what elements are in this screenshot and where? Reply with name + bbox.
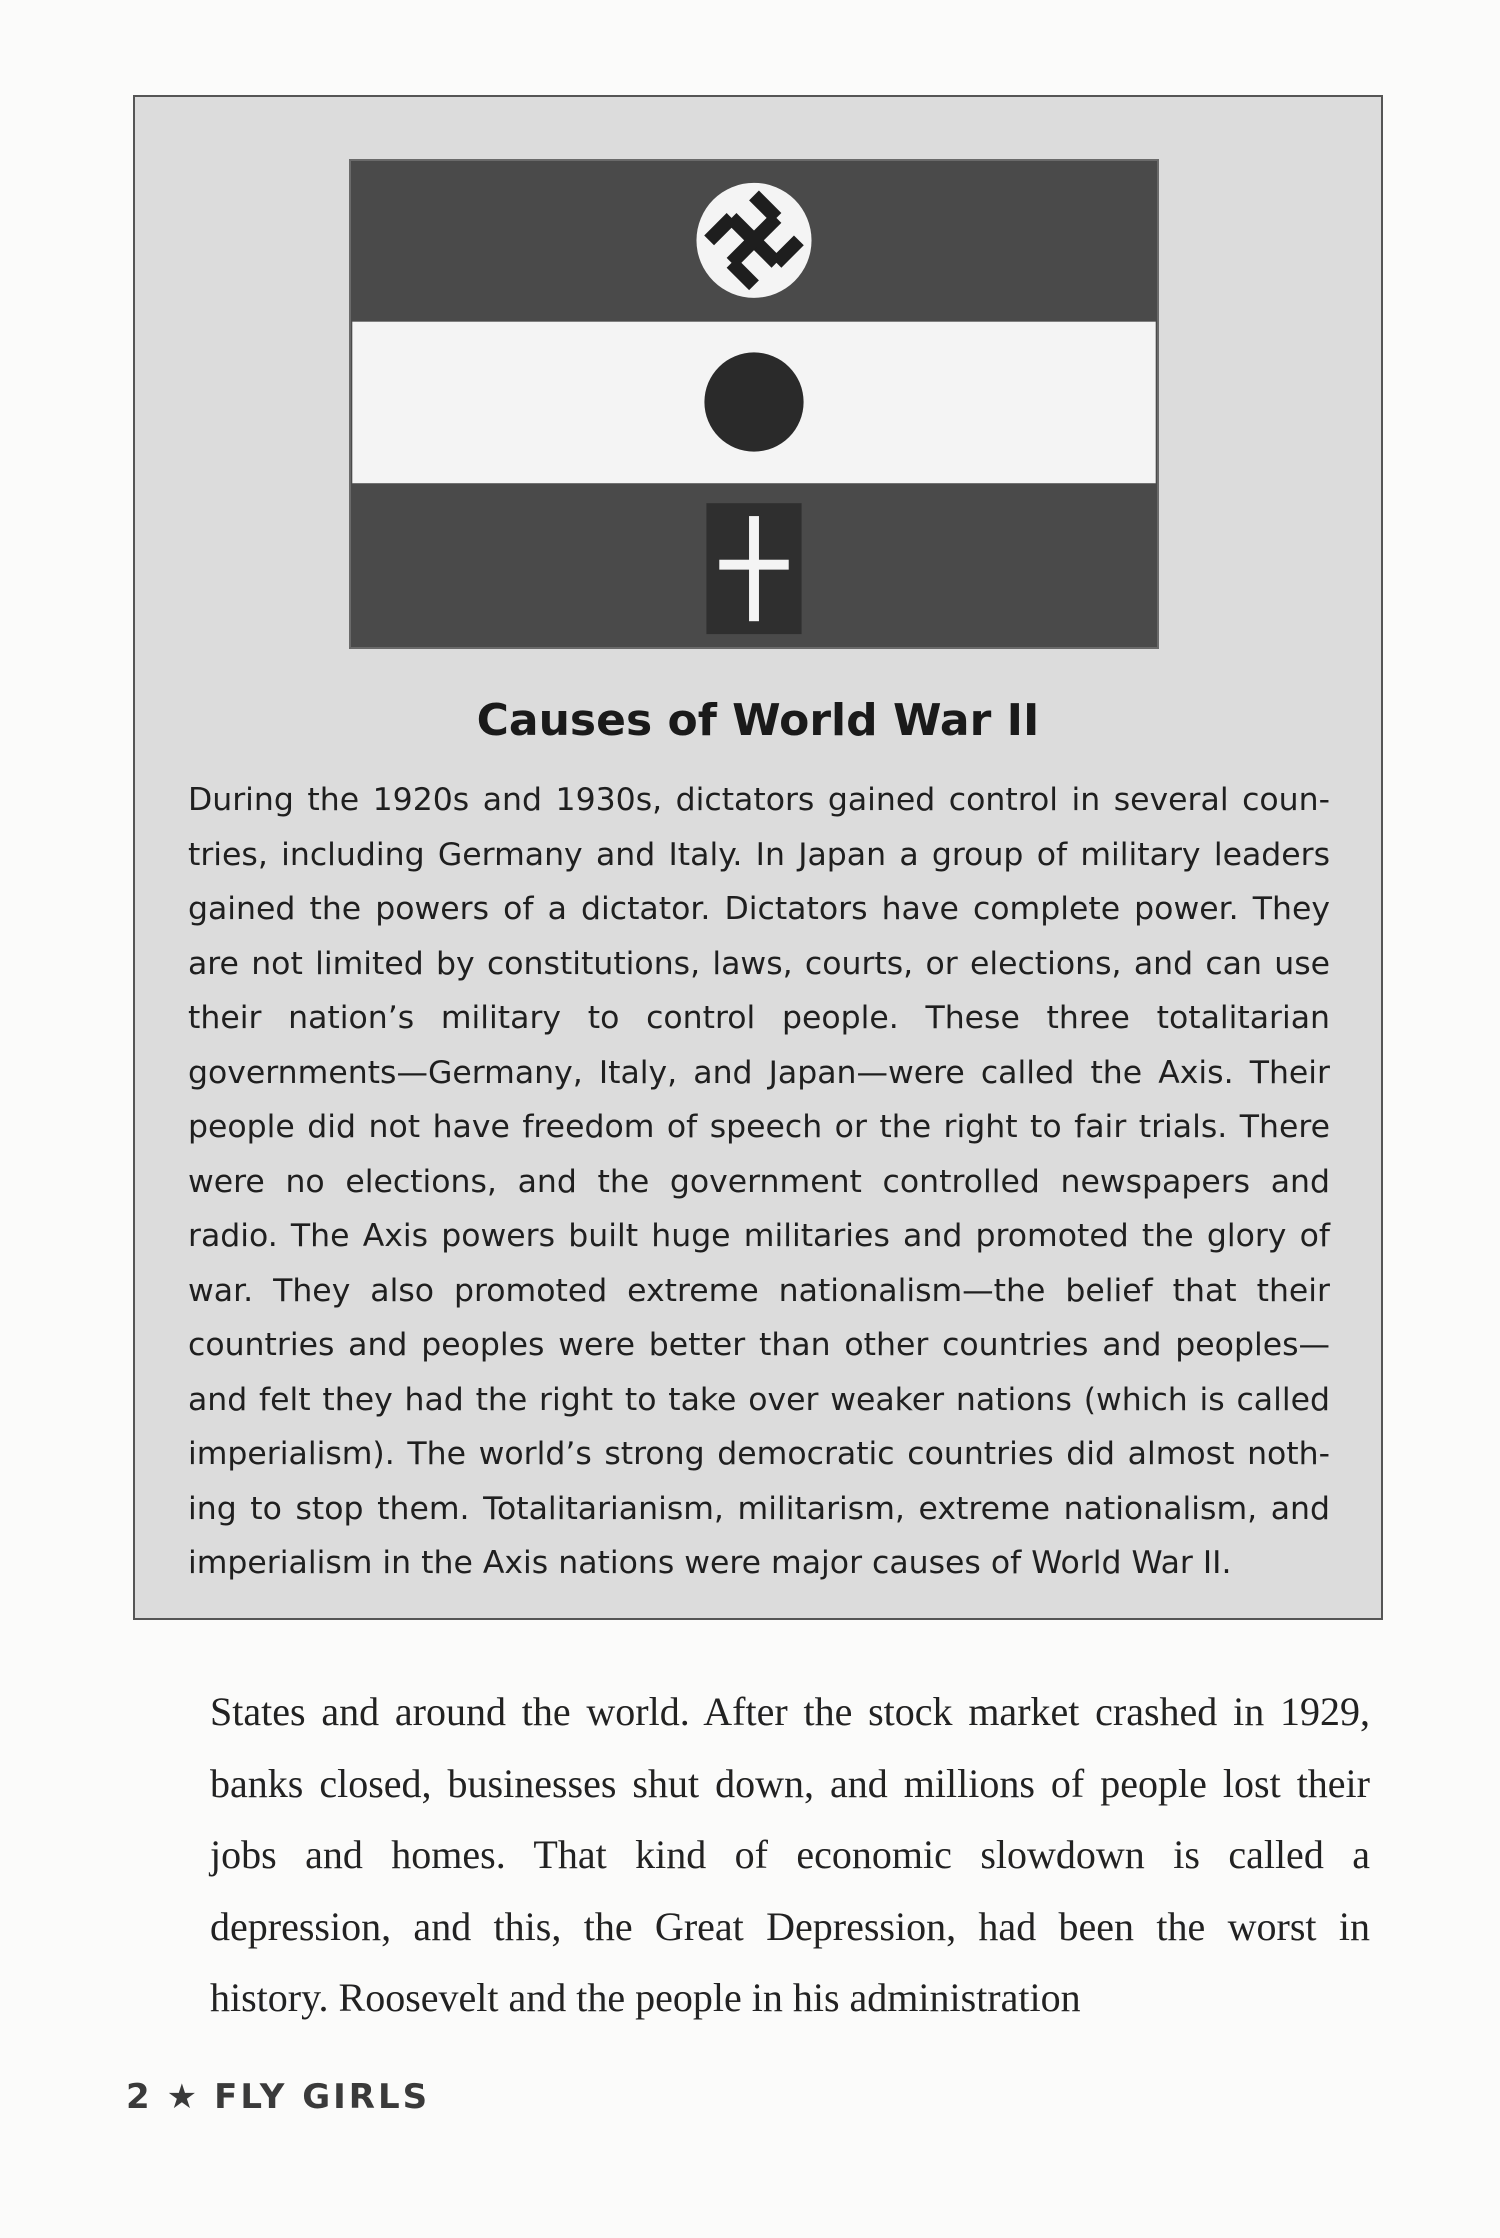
star-icon: ★ [166, 2077, 201, 2117]
japanese-emblem [704, 352, 803, 451]
german-emblem [696, 183, 811, 298]
italian-emblem [706, 503, 801, 634]
page-footer [126, 2077, 444, 2117]
sidebar-title: Causes of World War II [476, 695, 1040, 746]
book-title: FLY GIRLS [214, 2077, 431, 2117]
page-number: 2 [126, 2077, 153, 2117]
sidebar-box [133, 95, 1383, 1620]
axis-flags-icon [349, 159, 1159, 649]
flag-graphic [351, 161, 1157, 647]
main-body-text: States and around the world. After the stock market crashed in 1929, banks closed, businesses shut down, and millions of people lost their jobs and homes. That kind of economic slowdown is called a depression, and this, the Great Depression, had been the worst in history. Roosevelt and the people in his administration [210, 1689, 1370, 2020]
sidebar-body-text: During the 1920s and 1930s, dictators gained control in several countries, including Germany and Italy. In Japan a group of military leaders gained the powers of a dictator. Dictators have complete power. They are not limited by constitutions, laws, courts, or elections, and can use their nation’s military to control people. These three totalitarian governments—Germany, Italy, and Japan—were called the Axis. Their people did not have freedom of speech or the right to fair trials. There were no elections, and the government controlled newspapers and radio. The Axis powers built huge militaries and promoted the glory of war. They also promoted extreme nationalism—the belief that their countries and peoples were better than other countries and peoples—and felt they had the right to take over weaker nations (which is called imperialism). The world’s strong democratic countries did almost nothing to stop them. Totalitarianism, militarism, extreme nationalism, and imperialism in the Axis nations were major causes of World War II. [188, 782, 1330, 1581]
